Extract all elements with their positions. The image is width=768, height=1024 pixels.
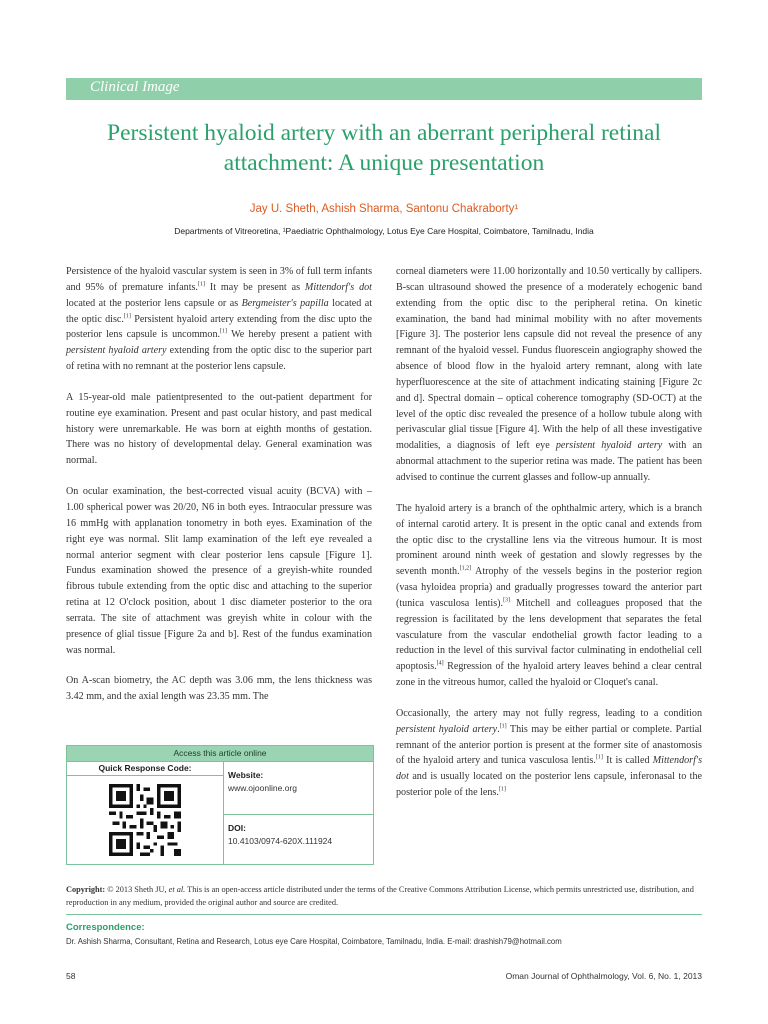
divider bbox=[66, 914, 702, 915]
access-header: Access this article online bbox=[67, 746, 373, 762]
website-label: Website: bbox=[228, 770, 264, 780]
paragraph: A 15-year-old male patientpresented to the out-patient department for routine eye examination. Present and past ocular history, and past medical history were unremarkable. He was born at eighth months of gestation. There was no history of developmental delay. General examination was normal. bbox=[66, 391, 372, 467]
journal-reference: Oman Journal of Ophthalmology, Vol. 6, No. 1, 2013 bbox=[505, 971, 702, 981]
paragraph: Persistence of the hyaloid vascular system is seen in 3% of full term infants and 95% of premature infants.[1] It may be present as Mittendorf's dot located at the posterior lens capsule or as Bergmeister's papilla located at the optic disc.[1] Persistent hyaloid artery extending from the disc upto the posterior lens capsule is uncommon.[1] We hereby present a patient with persistent hyaloid artery extending from the optic disc to the superior part of retina with no remnant at the posterior lens capsule. bbox=[66, 266, 373, 373]
website-link[interactable]: www.ojoonline.org bbox=[228, 783, 297, 793]
paragraph: On A-scan biometry, the AC depth was 3.06 mm, the lens thickness was 3.42 mm, and the axial length was 23.35 mm. The bbox=[66, 675, 372, 703]
left-column bbox=[66, 264, 372, 720]
affiliation: Departments of Vitreoretina, ¹Paediatric Ophthalmology, Lotus Eye Care Hospital, Coimbatore, Tamilnadu, India bbox=[174, 226, 594, 236]
access-article-box bbox=[66, 745, 374, 865]
paragraph: Occasionally, the artery may not fully regress, leading to a condition persistent hyaloid artery.[1] This may be either partial or complete. Partial remnant of the anterior portion is present at the former site of anastomosis of the hyaloid artery and tunica vasculosa lentis.[1] It is called Mittendorf's dot and is usually located on the posterior lens capsule, inferonasal to the posterior pole of the lens.[1] bbox=[396, 707, 702, 799]
correspondence-text: Dr. Ashish Sharma, Consultant, Retina and Research, Lotus eye Care Hospital, Coimbatore, Tamilnadu, India. E-mail: drashish79@hotmail.com bbox=[66, 937, 562, 946]
doi-value[interactable]: 10.4103/0974-620X.111924 bbox=[228, 836, 333, 846]
article-title: Persistent hyaloid artery with an aberrant peripheral retinal attachment: A unique presentation bbox=[107, 120, 661, 176]
qr-cell bbox=[67, 762, 224, 864]
website-cell bbox=[224, 762, 373, 815]
qr-code-icon[interactable] bbox=[109, 784, 181, 856]
authors: Jay U. Sheth, Ashish Sharma, Santonu Chakraborty¹ bbox=[249, 203, 519, 215]
section-banner bbox=[66, 78, 702, 100]
copyright-notice: Copyright: © 2013 Sheth JU, et al. This is an open-access article distributed under the terms of the Creative Commons Attribution License, which permits unrestricted use, distribution, and reproduction in any medium, provided the original author and source are credited. bbox=[66, 885, 694, 907]
paragraph: The hyaloid artery is a branch of the ophthalmic artery, which is a branch of internal carotid artery. It is present in the optic canal and extends from the optic disc to the crystalline lens via the vitreous humour. It is most prominent around ninth week of gestation and slowly regresses by the seventh month.[1,2] Atrophy of the vessels begins in the posterior region (vasa hyloidea propria) and gradually progresses toward the anterior part (tunica vasculosa lentis).[3] Mitchell and colleagues proposed that the regression is facilitated by the lens development that separates the fetal vasculature from the vascular endothelial growth factor leading to a reduction in the level of this survival factor culminating in endothelial cell apoptosis.[4] Regression of the hyaloid artery leaves behind a clear central zone in the vitreous humor, called the hyaloid or Cloquet's canal. bbox=[396, 502, 702, 689]
paragraph: corneal diameters were 11.00 horizontally and 10.50 vertically by callipers. B-scan ultrasound showed the presence of a moderately echogenic band extending from the optic disc to the peripheral retina. On kinetic examination, the band had minimal mobility with no after movements [Figure 3]. The posterior lens capsule did not reveal the presence of any remnant of the hyaloid vessel. Fundus fluorescein angiography showed the absence of blood flow in the hyaloid artery remnant, along with late hyperfluorescence at the site of attachment indicating staining [Figure 2c and d]. Spectral domain – optical coherence tomography (SD-OCT) at the level of the optic disc revealed the presence of a hollow tubule along with perivascular glial tissue [Figure 4]. With the help of all these investigative modalities, a diagnosis of left eye persistent hyaloid artery with an abnormal attachment to the superior retina was made. The patient has been advised to continue the current glasses and follow-up annually. bbox=[396, 266, 702, 483]
doi-cell bbox=[224, 815, 373, 864]
doi-label: DOI: bbox=[228, 823, 246, 833]
section-label: Clinical Image bbox=[90, 79, 180, 95]
page-number: 58 bbox=[66, 971, 76, 981]
correspondence-heading: Correspondence: bbox=[66, 922, 145, 933]
right-column bbox=[396, 264, 702, 816]
paragraph: On ocular examination, the best-corrected visual acuity (BCVA) with – 1.00 spherical power was 20/20, N6 in both eyes. Intraocular pressure was 16 mmHg with applanation tonometry in both eyes. Examination of the right eye was normal. Slit lamp examination of the left eye revealed a normal anterior segment with clear posterior lens capsule [Figure 1]. Fundus examination showed the presence of a greyish-white rounded fibrous tubule extending from the optic disc and attaching to the superior retina at 12 O'clock position, about 1 disc diameter posterior to the ora serrata. The site of attachment was greyish white in colour with the presence of glial tissue [Figure 2a and b]. Rest of the fundus examination was normal. bbox=[66, 486, 372, 656]
qr-label: Quick Response Code: bbox=[67, 762, 223, 776]
